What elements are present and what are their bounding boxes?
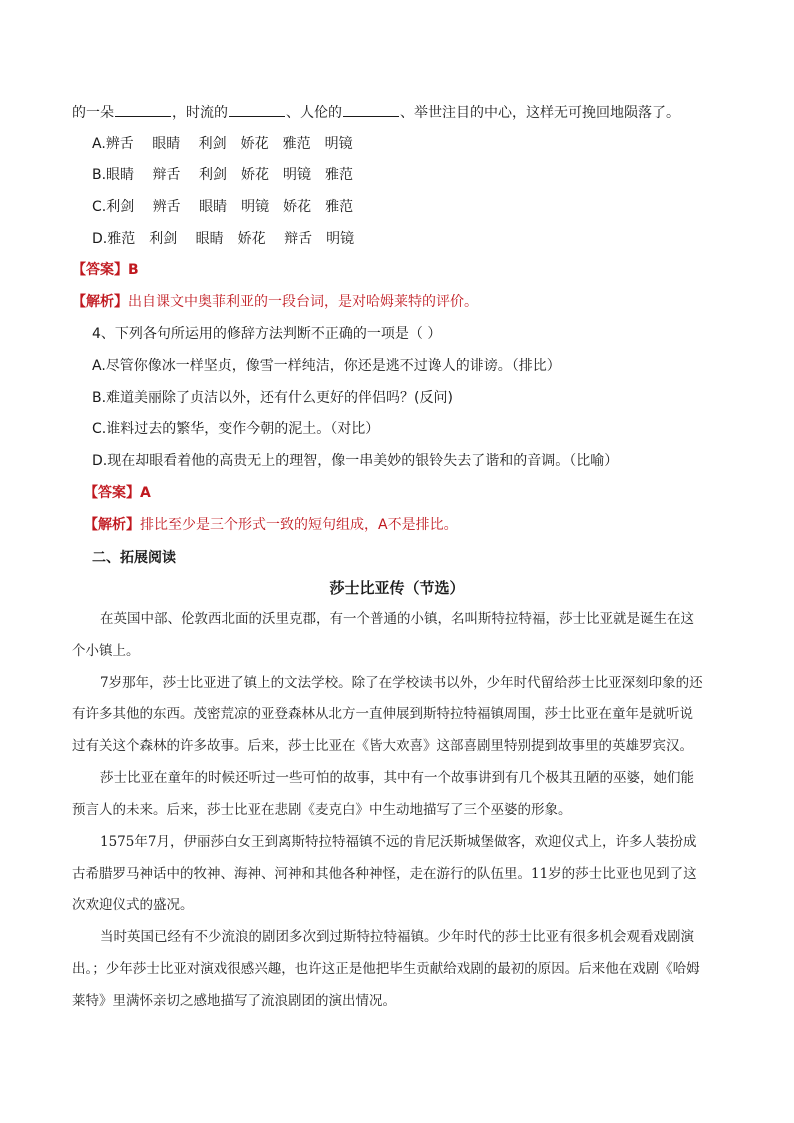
q4-answer-label: 【答案】 [84,485,140,501]
q4-analysis [84,515,458,535]
q3-answer [72,260,139,280]
article-line: 在英国中部、伦敦西北面的沃里克郡，有一个普通的小镇，名叫斯特拉特福，莎士比亚就是诞生在这 [100,611,694,627]
q4-analysis-text: 排比至少是三个形式一致的短句组成，A不是排比。 [140,517,458,533]
q4-answer [84,483,151,503]
article-line: 个小镇上。 [72,643,140,659]
q3-blank-3 [343,102,399,117]
article-line: 7岁那年，莎士比亚进了镇上的文法学校。除了在学校读书以外，少年时代留给莎士比亚深刻印象的还 [100,675,703,691]
q3-answer-value: B [128,262,139,278]
q4-option-c: C.谁料过去的繁华，变作今朝的泥土。（对比） [92,421,380,437]
q3-analysis-label: 【解析】 [72,294,128,310]
q3-option-a: A.辨舌 眼睛 利剑 娇花 雅范 明镜 [92,136,353,152]
section-heading: 二、拓展阅读 [92,550,176,566]
article-line: 莎士比亚在童年的时候还听过一些可怕的故事，其中有一个故事讲到有几个极其丑陋的巫婆，她们能 [100,770,694,786]
article-line: 预言人的未来。后来，莎士比亚在悲剧《麦克白》中生动地描写了三个巫婆的形象。 [72,802,572,818]
q3-stem-line [72,102,680,123]
q3-answer-label: 【答案】 [72,262,128,278]
q4-answer-value: A [140,485,151,501]
article-line: 莱特》里满怀亲切之感地描写了流浪剧团的演出情况。 [72,993,396,1009]
q3-option-c: C.利剑 辨舌 眼睛 明镜 娇花 雅范 [92,199,354,215]
article-line: 古希腊罗马神话中的牧神、海神、河神和其他各种神怪，走在游行的队伍里。11岁的莎士比亚也见到了这 [72,866,697,882]
q3-analysis [72,292,478,312]
article-line: 过有关这个森林的许多故事。后来，莎士比亚在《皆大欢喜》这部喜剧里特别提到故事里的英雄罗宾汉。 [72,738,693,754]
q3-blank-2 [229,102,285,117]
q3-stem-part-4: 、举世注目的中心，这样无可挽回地陨落了。 [400,105,680,121]
q4-option-b: B.难道美丽除了贞洁以外，还有什么更好的伴侣吗？(反问) [92,390,453,406]
article-line: 次欢迎仪式的盛况。 [72,897,194,913]
article-title: 莎士比亚传（节选） [329,579,465,597]
q3-stem-part-3: 、人伦的 [286,105,342,121]
q3-stem-part-1: 的一朵 [72,105,114,121]
q3-option-b: B.眼睛 辩舌 利剑 娇花 明镜 雅范 [92,167,353,183]
q3-analysis-text: 出自课文中奥菲利亚的一段台词，是对哈姆莱特的评价。 [128,294,478,310]
article-line: 出。；少年莎士比亚对演戏很感兴趣，也许这正是他把毕生贡献给戏剧的最初的原因。后来他在戏剧《哈姆 [72,961,700,977]
q3-stem-part-2: ，时流的 [172,105,228,121]
article-line: 有许多其他的东西。茂密荒凉的亚登森林从北方一直伸展到斯特拉特福镇周围，莎士比亚在童年是就听说 [72,706,693,722]
q4-option-d: D.现在却眼看着他的高贵无上的理智，像一串美妙的银铃失去了谐和的音调。（比喻） [92,453,619,469]
q4-option-a: A.尽管你像冰一样坚贞，像雪一样纯洁，你还是逃不过谗人的诽谤。（排比） [92,358,561,374]
q3-blank-1 [115,102,171,117]
q4-analysis-label: 【解析】 [84,517,140,533]
q4-stem: 4、下列各句所运用的修辞方法判断不正确的一项是（ ） [92,326,442,342]
article-line: 当时英国已经有不少流浪的剧团多次到过斯特拉特福镇。少年时代的莎士比亚有很多机会观看戏剧演 [100,929,694,945]
article-line: 1575年7月，伊丽莎白女王到离斯特拉特福镇不远的肯尼沃斯城堡做客，欢迎仪式上，许多人装扮成 [100,834,697,850]
q3-option-d: D.雅范 利剑 眼睛 娇花 辩舌 明镜 [92,231,355,247]
